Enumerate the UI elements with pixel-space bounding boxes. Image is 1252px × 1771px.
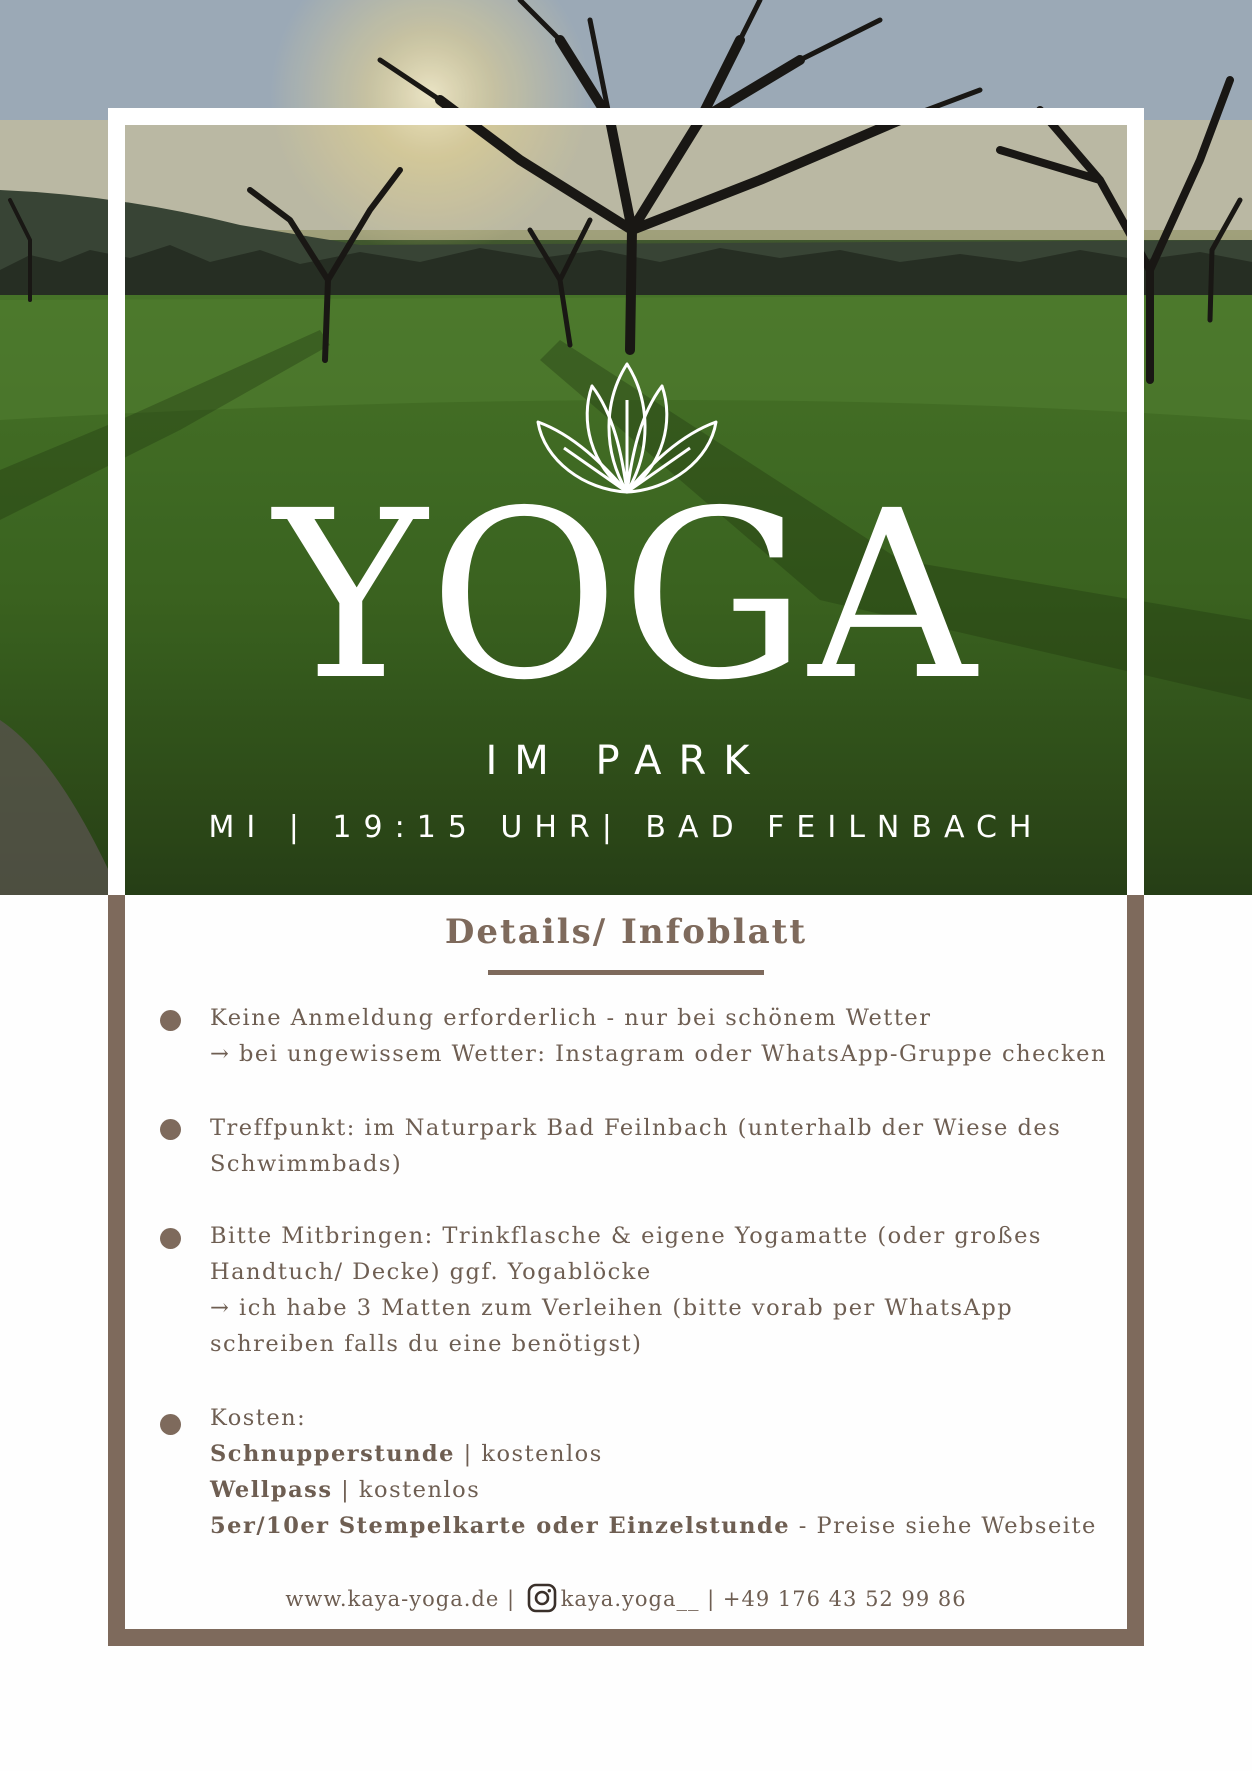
list-item-line: Bitte Mitbringen: Trinkflasche & eigene Yogamatte (oder großes (210, 1223, 1042, 1249)
brown-frame-bottom (108, 895, 1144, 1646)
list-item-line: Treffpunkt: im Naturpark Bad Feilnbach (unterhalb der Wiese des (210, 1115, 1062, 1141)
list-item-line: schreiben falls du eine benötigst) (210, 1331, 643, 1357)
price-name: 5er/10er Stempelkarte oder Einzelstunde (210, 1513, 791, 1539)
footer-separator: | (499, 1587, 523, 1611)
list-item-line: Handtuch/ Decke) ggf. Yogablöcke (210, 1259, 652, 1285)
hero-schedule: MI | 19:15 UHR| BAD FEILNBACH (208, 810, 1044, 845)
hero-title: YOGA (273, 461, 979, 731)
details-heading: Details/ Infoblatt (444, 912, 808, 952)
list-item-line: → ich habe 3 Matten zum Verleihen (bitte vorab per WhatsApp (210, 1295, 1014, 1321)
hero-subtitle: IM PARK (485, 738, 767, 784)
heading-underline (488, 970, 764, 975)
price-separator: - (790, 1513, 817, 1539)
costs-label: Kosten: (210, 1405, 307, 1431)
footer-separator: | (699, 1587, 723, 1611)
price-value: kostenlos (481, 1441, 603, 1467)
price-value: Preise siehe Webseite (816, 1513, 1097, 1539)
price-value: kostenlos (358, 1477, 481, 1503)
price-separator: | (454, 1441, 482, 1467)
list-item-line: Schwimmbads) (210, 1151, 403, 1177)
instagram-icon (527, 1583, 557, 1613)
price-name: Wellpass (210, 1477, 333, 1503)
list-item-line: → bei ungewissem Wetter: Instagram oder WhatsApp-Gruppe checken (210, 1041, 1107, 1067)
contact-footer (0, 1583, 1252, 1613)
price-separator: | (332, 1477, 359, 1503)
list-item-line: Keine Anmeldung erforderlich - nur bei schönem Wetter (210, 1005, 932, 1031)
instagram-handle[interactable]: kaya.yoga__ (560, 1587, 700, 1611)
price-name: Schnupperstunde (210, 1441, 455, 1467)
website-link[interactable]: www.kaya-yoga.de (285, 1587, 500, 1611)
phone-number[interactable]: +49 176 43 52 99 86 (722, 1587, 967, 1611)
